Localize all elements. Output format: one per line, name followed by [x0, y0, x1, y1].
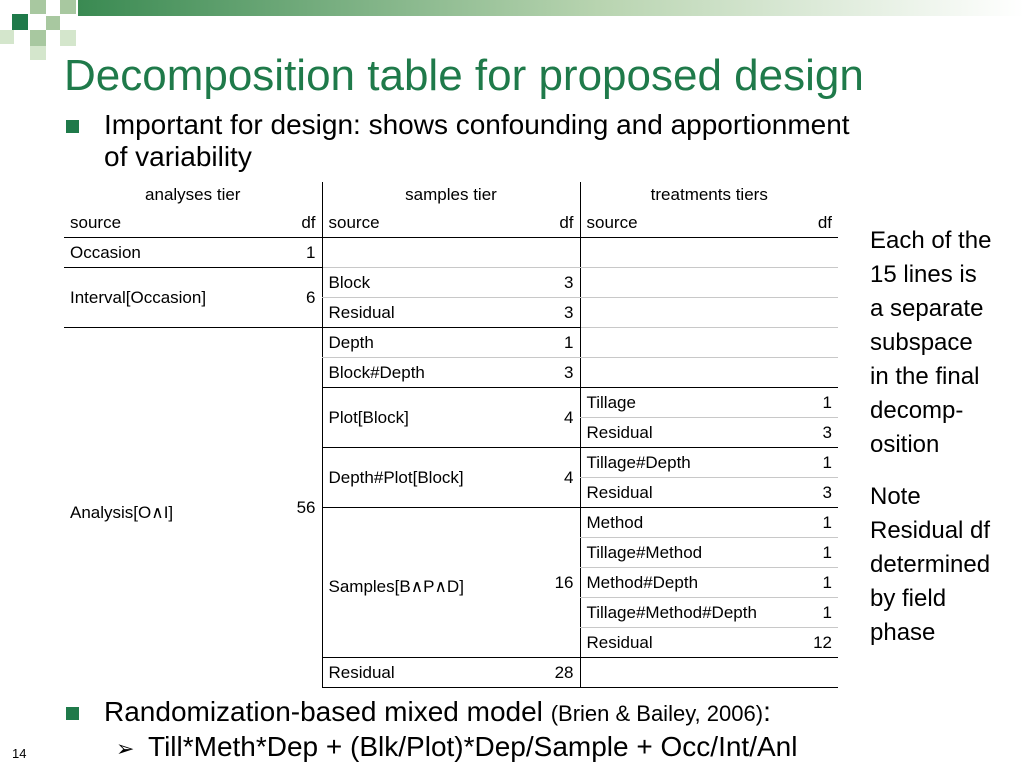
treatments-df: 3	[780, 478, 838, 508]
side-note-line: Residual df	[870, 517, 991, 544]
model-colon: :	[763, 696, 771, 727]
bullet-line-1: Important for design: shows confounding and apportionment	[104, 109, 850, 140]
analyses-source: Interval[Occasion]	[64, 268, 264, 328]
treatments-df: 3	[780, 418, 838, 448]
treatments-source: Method	[580, 508, 780, 538]
samples-source: Plot[Block]	[322, 388, 522, 448]
column-source: source	[322, 208, 522, 238]
page-title: Decomposition table for proposed design	[64, 51, 864, 100]
treatments-df: 12	[780, 628, 838, 658]
samples-df: 3	[522, 358, 580, 388]
side-note-line: by field	[870, 585, 947, 612]
samples-df: 3	[522, 268, 580, 298]
treatments-df-empty	[780, 658, 838, 688]
tier-treatments: treatments tiers	[580, 182, 838, 208]
samples-source: Block	[322, 268, 522, 298]
samples-df: 4	[522, 448, 580, 508]
samples-df: 3	[522, 298, 580, 328]
table-row	[64, 328, 838, 358]
treatments-df: 1	[780, 388, 838, 418]
side-note-line: in the final	[870, 363, 980, 390]
decomposition-table	[64, 182, 838, 688]
side-note-line: determined	[870, 551, 991, 578]
bullet-text	[104, 109, 850, 173]
column-df: df	[522, 208, 580, 238]
samples-source: Depth	[322, 328, 522, 358]
side-note-line: 15 lines is	[870, 261, 977, 288]
treatments-source-empty	[580, 358, 780, 388]
side-note-line: decomp-	[870, 397, 964, 424]
treatments-df: 1	[780, 568, 838, 598]
treatments-source-empty	[580, 328, 780, 358]
treatments-df-empty	[780, 268, 838, 298]
bullet-square-icon	[66, 707, 79, 720]
treatments-source: Residual	[580, 478, 780, 508]
treatments-df: 1	[780, 508, 838, 538]
treatments-source: Tillage#Depth	[580, 448, 780, 478]
treatments-source-empty	[580, 238, 780, 268]
treatments-df: 1	[780, 538, 838, 568]
treatments-source: Method#Depth	[580, 568, 780, 598]
treatments-df-empty	[780, 358, 838, 388]
samples-source: Block#Depth	[322, 358, 522, 388]
treatments-df-empty	[780, 298, 838, 328]
model-formula: Till*Meth*Dep + (Blk/Plot)*Dep/Sample + Occ/Int/Anl	[148, 731, 798, 762]
treatments-source: Residual	[580, 418, 780, 448]
tier-analyses: analyses tier	[145, 185, 241, 204]
treatments-source: Tillage#Method	[580, 538, 780, 568]
treatments-df: 1	[780, 598, 838, 628]
side-note-line: subspace	[870, 329, 973, 356]
side-note-line: phase	[870, 619, 936, 646]
samples-df: 28	[522, 658, 580, 688]
bullet-line-2: of variability	[104, 141, 252, 172]
model-heading: Randomization-based mixed model	[104, 696, 551, 727]
samples-df: 16	[522, 508, 580, 658]
column-df: df	[264, 208, 322, 238]
table-row	[64, 238, 838, 268]
samples-source: Samples[B∧P∧D]	[322, 508, 522, 658]
analyses-df: 56	[296, 497, 316, 517]
analyses-source: Analysis[O∧I]	[70, 502, 174, 522]
treatments-df-empty	[780, 328, 838, 358]
column-source: source	[580, 208, 780, 238]
chevron-right-icon: ➢	[116, 736, 135, 761]
treatments-source-empty	[580, 658, 780, 688]
page-number: 14	[12, 746, 27, 761]
side-note-line: a separate	[870, 295, 984, 322]
treatments-df-empty	[780, 238, 838, 268]
side-note-line: Note	[870, 483, 921, 510]
side-note-subspaces	[870, 224, 1020, 462]
samples-source: Residual	[322, 658, 522, 688]
treatments-source: Residual	[580, 628, 780, 658]
samples-df-empty	[522, 238, 580, 268]
column-header-row	[64, 208, 838, 238]
samples-source-empty	[322, 238, 522, 268]
model-citation: (Brien & Bailey, 2006)	[550, 701, 764, 726]
treatments-source: Tillage	[580, 388, 780, 418]
treatments-source-empty	[580, 268, 780, 298]
tier-header-row	[64, 182, 838, 208]
analyses-df: 1	[264, 238, 322, 268]
column-source: source	[64, 208, 264, 238]
tier-samples: samples tier	[322, 182, 580, 208]
samples-source: Depth#Plot[Block]	[322, 448, 522, 508]
bullet-square-icon	[66, 120, 79, 133]
column-df: df	[780, 208, 838, 238]
samples-source: Residual	[322, 298, 522, 328]
bullet-model	[104, 696, 771, 730]
analyses-df: 6	[264, 268, 322, 328]
samples-df: 1	[522, 328, 580, 358]
treatments-source-empty	[580, 298, 780, 328]
treatments-source: Tillage#Method#Depth	[580, 598, 780, 628]
samples-df: 4	[522, 388, 580, 448]
side-note-line: osition	[870, 431, 940, 458]
side-note-residual	[870, 480, 1020, 650]
analyses-source: Occasion	[64, 238, 264, 268]
table-row	[64, 268, 838, 298]
treatments-df: 1	[780, 448, 838, 478]
side-note-line: Each of the	[870, 227, 992, 254]
